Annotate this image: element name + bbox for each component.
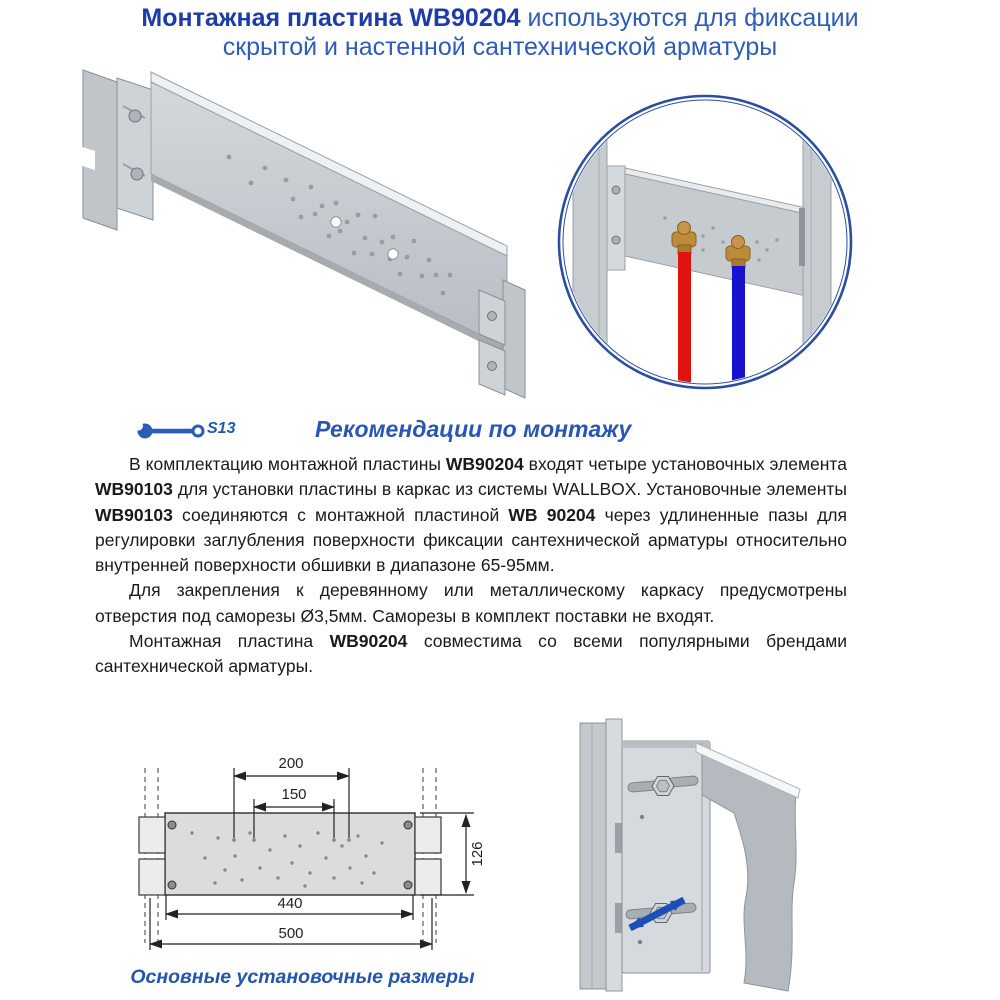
dim-500-label: 500 (278, 925, 304, 942)
dim-200-label: 200 (278, 755, 304, 772)
figure-install-detail (552, 695, 887, 1000)
title-product-code: Монтажная пластина WB90204 (141, 4, 521, 32)
left-bracket (79, 70, 153, 230)
stud-clip (799, 208, 805, 266)
plate-face (151, 82, 507, 348)
section-heading: Рекомендации по монтажу (315, 416, 632, 442)
adjust-bracket (622, 741, 710, 973)
title-line1 (40, 4, 960, 33)
wrench-icon (135, 421, 207, 441)
left-stud (573, 90, 607, 400)
page-title (40, 4, 960, 62)
figure-dimension-drawing (130, 738, 500, 966)
title-line1-rest: используются для фиксации (520, 4, 859, 32)
title-line2: скрытой и настенной сантехнической арматуры (222, 33, 778, 61)
figure-plate-3d (55, 58, 545, 403)
wrench-size-label: S13 (207, 420, 236, 437)
paragraph-3: Монтажная пластина WB90204 совместима со всеми популярными брендами сантехнической арматуры. (95, 631, 848, 677)
figure-detail-circle (553, 90, 863, 400)
stud-inner (606, 719, 622, 991)
paragraph-1: В комплектацию монтажной пластины WB90204 входят четыре установочных элемента WB90103 для установки пластины в каркас из системы WALLBOX. Установочные элементы WB90103 соединяются с монтажной пластиной WB 90204 через удлиненные пазы для регулировки заглубления поверхности фиксации сантехнической арматуры относительно внутренней поверхности обшивки в диапазоне 65-95мм. (95, 454, 847, 576)
dim-150-label: 150 (281, 786, 307, 803)
drawing-caption: Основные установочные размеры (130, 966, 475, 988)
hot-pipe (678, 252, 691, 400)
dim-126-label: 126 (469, 841, 486, 867)
paragraph-2: Для закрепления к деревянному или металлическому каркасу предусмотрены отверстия под саморезы Ø3,5мм. Саморезы в комплект поставки не входят. (95, 580, 847, 626)
plate-flange (607, 166, 625, 270)
dim-440-label: 440 (277, 895, 303, 912)
stud-outer (580, 723, 606, 989)
plate-outline (165, 813, 415, 895)
body-text (95, 452, 847, 680)
